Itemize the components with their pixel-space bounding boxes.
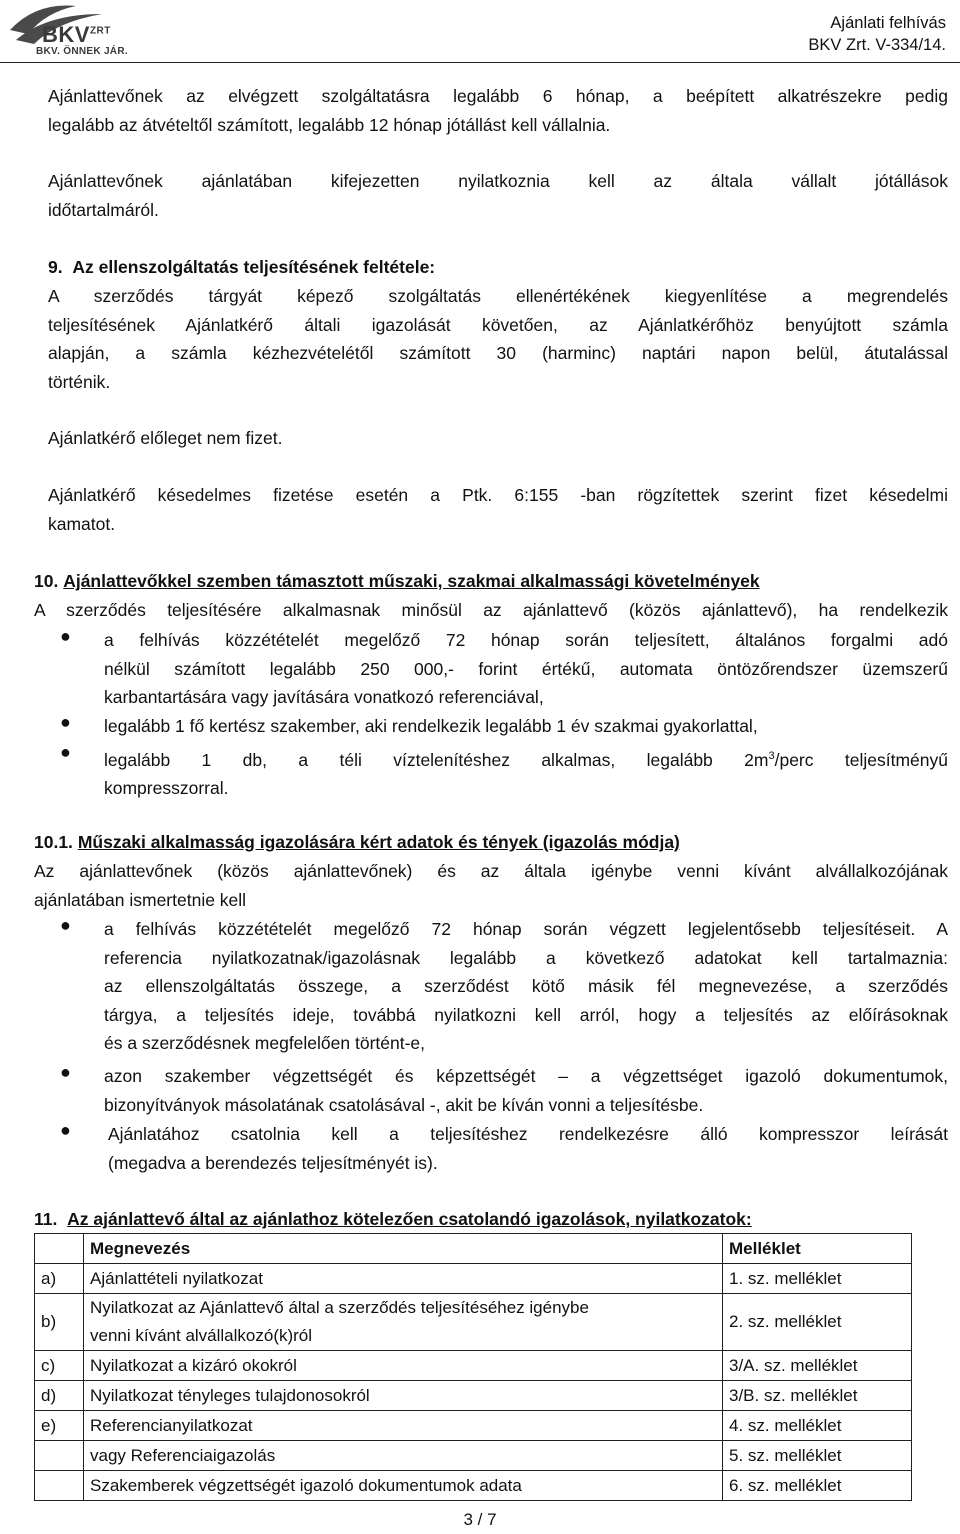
text-line: kompresszorral.: [104, 778, 229, 799]
text-line: a felhívás közzétételét megelőző 72 hónap során teljesített, általános forgalmi adó: [104, 630, 948, 650]
text-line: teljesítésének Ajánlatkérő általi igazolását követően, az Ajánlatkérőhöz benyújtott számla: [48, 314, 948, 335]
text-line: tárgya, a teljesítés ideje, továbbá nyilatkozni kell arról, hogy a teljesítés az előírásoknak: [104, 1004, 948, 1025]
text-line: Ajánlattevőnek ajánlatában kifejezetten nyilatkoznia kell az általa vállalt jótállások: [48, 171, 948, 191]
text-line: és a szerződésnek megfelelően történt-e,: [104, 1033, 426, 1053]
text-line: legalább az átvételtől számított, legalább 12 hónap jótállást kell vállalnia.: [48, 114, 611, 135]
doc-type: Ajánlati felhívás: [830, 14, 946, 32]
text-line: a felhívás közzétételét megelőző 72 hónap során végzett legjelentősebb teljesítéseit. A: [104, 919, 948, 939]
header-divider: [0, 62, 960, 63]
advance-payment-note: Ajánlatkérő előleget nem fizet.: [48, 428, 283, 448]
logo-slogan: BKV. ÖNNEK JÁR.: [36, 46, 128, 57]
bullet-icon: ●: [60, 1062, 71, 1082]
text-line: legalább 1 db, a téli víztelenítéshez alkalmas, legalább $2m^3$/perc teljesítményű: [104, 749, 948, 770]
section-10-heading: 10. Ajánlattevőkkel szemben támasztott műszaki, szakmai alkalmassági követelmények: [34, 571, 760, 591]
text-line: Ajánlatához csatolnia kell a teljesítéshez rendelkezésre álló kompresszor leírását: [108, 1124, 948, 1144]
section-9-heading: 9. Az ellenszolgáltatás teljesítésének feltétele:: [48, 257, 436, 277]
text-line: azon szakember végzettségét és képzettségét – a végzettséget igazoló dokumentumok,: [104, 1066, 948, 1086]
bullet-icon: ●: [60, 1120, 71, 1140]
text-line: az ellenszolgáltatás összege, a szerződést kötő másik fél megnevezése, a szerződés: [104, 976, 948, 996]
table-header-row: [35, 1234, 912, 1264]
text-line: karbantartására vagy javítására vonatkozó referenciával,: [104, 687, 544, 707]
table-row: e) Referencianyilatkozat 4. sz. melléklet: [35, 1411, 912, 1441]
text-line: kamatot.: [48, 513, 116, 534]
warranty-paragraph: [48, 82, 948, 139]
section-10-1-heading: 10.1. Műszaki alkalmasság igazolására kért adatok és tények (igazolás módja): [34, 832, 680, 852]
requirement-compressor: [104, 742, 948, 803]
text-line: ajánlatában ismertetnie kell: [34, 889, 247, 910]
column-header-name: Megnevezés: [84, 1234, 723, 1264]
text-line: A szerződés tárgyát képező szolgáltatás ellenértékének kiegyenlítése a megrendelés: [48, 286, 948, 306]
requirement-gardener: [104, 712, 948, 741]
page-number: 3 / 7: [463, 1510, 497, 1529]
table-row: a) Ajánlattételi nyilatkozat 1. sz. melléklet: [35, 1264, 912, 1294]
table-row: b) Nyilatkozat az Ajánlattevő által a szerződés teljesítéséhez igénybe venni kívánt alvállalkozó(k)ról 2. sz. melléklet: [35, 1294, 912, 1351]
text-line: időtartalmáról.: [48, 199, 159, 220]
text-line: alapján, a számla kézhezvételétől számított 30 (harminc) naptári napon belül, átutalással: [48, 343, 948, 363]
doc-reference: BKV Zrt. V-334/14.: [808, 36, 946, 54]
section-10-1-lead: [34, 857, 948, 914]
table-row: d) Nyilatkozat tényleges tulajdonosokról 3/B. sz. melléklet: [35, 1381, 912, 1411]
attachments-table: [34, 1233, 912, 1501]
text-line: történik.: [48, 371, 111, 392]
text-line: bizonyítványok másolatának csatolásával -, akit be kíván vonni a teljesítésbe.: [104, 1094, 704, 1115]
bullet-icon: ●: [60, 742, 71, 762]
section-9-body: [48, 282, 948, 396]
section-11-heading: 11. Az ajánlattevő által az ajánlathoz kötelezően csatolandó igazolások, nyilatkozatok:: [34, 1209, 752, 1229]
text-line: Az ajánlattevőnek (közös ajánlattevőnek) és az általa igénybe venni kívánt alvállalkozójának: [34, 861, 948, 881]
logo-text: $BKV^{ZRT}$: [42, 22, 111, 47]
text-line: Ajánlattevőnek az elvégzett szolgáltatásra legalább 6 hónap, a beépített alkatrészekre pedig: [48, 86, 948, 106]
section-10-lead: [34, 596, 948, 625]
text-line: Ajánlatkérő késedelmes fizetése esetén a Ptk. 6:155 -ban rögzítettek szerint fizet késedelmi: [48, 485, 948, 505]
text-line: legalább 1 fő kertész szakember, aki rendelkezik legalább 1 év szakmai gyakorlattal,: [104, 716, 758, 736]
warranty-declaration-paragraph: [48, 167, 948, 224]
late-payment-paragraph: [48, 481, 948, 538]
bullet-icon: ●: [60, 915, 71, 935]
table-row: vagy Referenciaigazolás 5. sz. melléklet: [35, 1441, 912, 1471]
text-line: referencia nyilatkozatnak/igazolásnak legalább a következő adatokat kell tartalmaznia:: [104, 947, 948, 968]
bullet-icon: ●: [60, 626, 71, 646]
proof-compressor: [108, 1120, 948, 1177]
proof-references: [104, 915, 948, 1058]
column-header-attachment: Melléklet: [723, 1234, 912, 1264]
text-line: A szerződés teljesítésére alkalmasnak minősül az ajánlattevő (közös ajánlattevő), ha rendelkezik: [34, 600, 948, 620]
text-line: (megadva a berendezés teljesítményét is).: [108, 1152, 438, 1173]
table-row: c) Nyilatkozat a kizáró okokról 3/A. sz. melléklet: [35, 1351, 912, 1381]
text-line: nélkül számított legalább 250 000,- forint értékű, automata öntözőrendszer üzemszerű: [104, 658, 948, 679]
requirement-reference: [104, 626, 948, 712]
table-row: Szakemberek végzettségét igazoló dokumentumok adata 6. sz. melléklet: [35, 1471, 912, 1501]
proof-specialist: [104, 1062, 948, 1119]
bullet-icon: ●: [60, 712, 71, 732]
